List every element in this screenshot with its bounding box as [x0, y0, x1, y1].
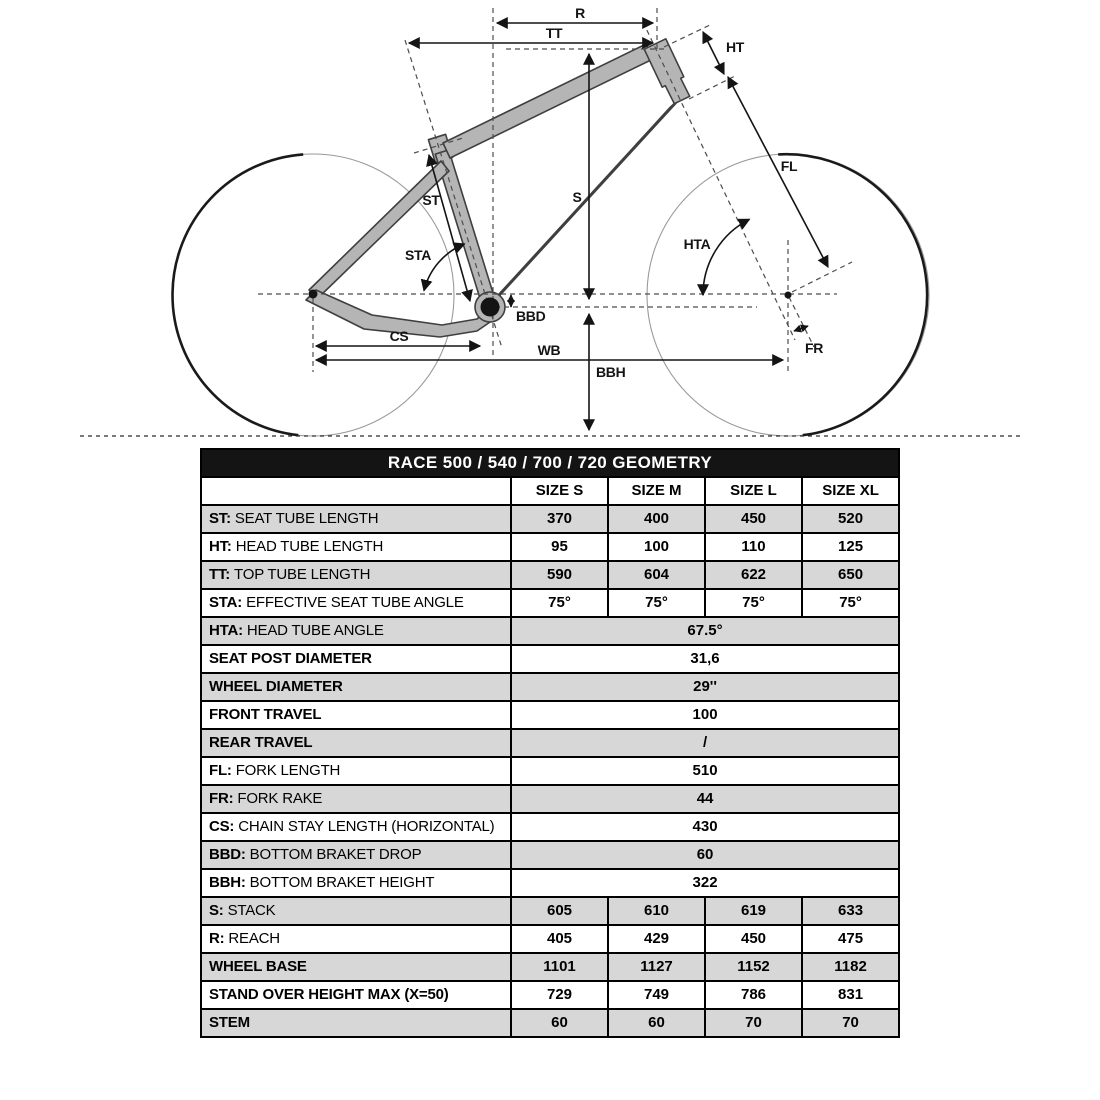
table-row [201, 561, 899, 589]
row-label: TT: TOP TUBE LENGTH [201, 561, 511, 589]
geometry-diagram [0, 0, 1100, 450]
label-wheel-base: WB [537, 342, 561, 358]
label-chain-stay: CS [389, 328, 409, 344]
column-header: SIZE L [705, 477, 802, 505]
row-value: 619 [705, 897, 802, 925]
row-value: 450 [705, 505, 802, 533]
row-value: / [511, 729, 899, 757]
rear-axle [309, 290, 318, 299]
row-value: 1182 [802, 953, 899, 981]
row-value: 60 [608, 1009, 705, 1037]
row-value: 125 [802, 533, 899, 561]
row-label: STA: EFFECTIVE SEAT TUBE ANGLE [201, 589, 511, 617]
table-header-row [201, 477, 899, 505]
row-value: 400 [608, 505, 705, 533]
row-value: 605 [511, 897, 608, 925]
bottom-bracket [481, 298, 500, 317]
head-angle-arc [703, 219, 749, 295]
geometry-table-wrap [200, 448, 898, 1038]
row-label: ST: SEAT TUBE LENGTH [201, 505, 511, 533]
row-value: 622 [705, 561, 802, 589]
table-row [201, 645, 899, 673]
table-row [201, 813, 899, 841]
row-value: 60 [511, 841, 899, 869]
row-value: 1127 [608, 953, 705, 981]
row-value: 60 [511, 1009, 608, 1037]
row-value: 95 [511, 533, 608, 561]
label-head-angle: HTA [683, 236, 711, 252]
row-value: 633 [802, 897, 899, 925]
table-row [201, 841, 899, 869]
table-row [201, 1009, 899, 1037]
row-label: S: STACK [201, 897, 511, 925]
label-seat-tube: ST [422, 192, 440, 208]
row-label: BBH: BOTTOM BRAKET HEIGHT [201, 869, 511, 897]
row-label: SEAT POST DIAMETER [201, 645, 511, 673]
table-row [201, 981, 899, 1009]
row-value: 110 [705, 533, 802, 561]
row-value: 70 [705, 1009, 802, 1037]
row-label: WHEEL BASE [201, 953, 511, 981]
table-row [201, 785, 899, 813]
row-value: 75° [511, 589, 608, 617]
top-tube [443, 44, 653, 158]
row-value: 475 [802, 925, 899, 953]
row-value: 31,6 [511, 645, 899, 673]
label-fork-rake: FR [804, 340, 824, 356]
row-value: 729 [511, 981, 608, 1009]
row-label: FL: FORK LENGTH [201, 757, 511, 785]
row-value: 70 [802, 1009, 899, 1037]
table-row [201, 533, 899, 561]
row-value: 322 [511, 869, 899, 897]
label-head-tube: HT [725, 39, 745, 55]
row-label: CS: CHAIN STAY LENGTH (HORIZONTAL) [201, 813, 511, 841]
table-row [201, 617, 899, 645]
table-title-row [201, 449, 899, 477]
column-header: SIZE M [608, 477, 705, 505]
row-value: 29'' [511, 673, 899, 701]
table-row [201, 925, 899, 953]
row-value: 44 [511, 785, 899, 813]
geometry-table-body [201, 505, 899, 1037]
table-row [201, 589, 899, 617]
row-value: 510 [511, 757, 899, 785]
row-value: 786 [705, 981, 802, 1009]
fork-length-arrow [728, 77, 828, 267]
row-value: 75° [705, 589, 802, 617]
column-header: SIZE XL [802, 477, 899, 505]
row-value: 370 [511, 505, 608, 533]
row-value: 831 [802, 981, 899, 1009]
row-label: BBD: BOTTOM BRAKET DROP [201, 841, 511, 869]
label-bb-drop: BBD [516, 308, 546, 324]
bike-frame [306, 39, 690, 337]
label-top-tube: TT [545, 25, 563, 41]
construction-lines [80, 8, 1022, 436]
geometry-table [200, 448, 900, 1038]
row-label: HTA: HEAD TUBE ANGLE [201, 617, 511, 645]
row-value: 67.5° [511, 617, 899, 645]
column-header: SIZE S [511, 477, 608, 505]
table-row [201, 953, 899, 981]
table-row [201, 757, 899, 785]
label-stack: S [572, 189, 582, 205]
row-label: WHEEL DIAMETER [201, 673, 511, 701]
label-reach: R [575, 5, 585, 21]
row-label: STEM [201, 1009, 511, 1037]
row-value: 75° [802, 589, 899, 617]
table-row [201, 869, 899, 897]
row-label: REAR TRAVEL [201, 729, 511, 757]
row-value: 100 [511, 701, 899, 729]
row-value: 405 [511, 925, 608, 953]
row-value: 1152 [705, 953, 802, 981]
row-label: FRONT TRAVEL [201, 701, 511, 729]
head-tube-arrow [703, 32, 724, 74]
row-label: STAND OVER HEIGHT MAX (X=50) [201, 981, 511, 1009]
row-value: 610 [608, 897, 705, 925]
row-value: 1101 [511, 953, 608, 981]
row-value: 100 [608, 533, 705, 561]
row-value: 650 [802, 561, 899, 589]
row-label: HT: HEAD TUBE LENGTH [201, 533, 511, 561]
row-value: 520 [802, 505, 899, 533]
table-row [201, 897, 899, 925]
axle-perp [792, 262, 852, 292]
row-value: 430 [511, 813, 899, 841]
row-label: FR: FORK RAKE [201, 785, 511, 813]
row-value: 604 [608, 561, 705, 589]
table-row [201, 505, 899, 533]
label-bb-height: BBH [596, 364, 626, 380]
corner-cell [201, 477, 511, 505]
row-value: 749 [608, 981, 705, 1009]
row-value: 590 [511, 561, 608, 589]
table-row [201, 701, 899, 729]
label-fork-length: FL [780, 158, 798, 174]
head-bottom-perp [689, 75, 737, 99]
row-value: 429 [608, 925, 705, 953]
table-row [201, 729, 899, 757]
table-title: RACE 500 / 540 / 700 / 720 GEOMETRY [201, 449, 899, 477]
table-row [201, 673, 899, 701]
front-axle [785, 292, 792, 299]
row-value: 450 [705, 925, 802, 953]
row-label: R: REACH [201, 925, 511, 953]
row-value: 75° [608, 589, 705, 617]
label-seat-angle: STA [404, 247, 432, 263]
